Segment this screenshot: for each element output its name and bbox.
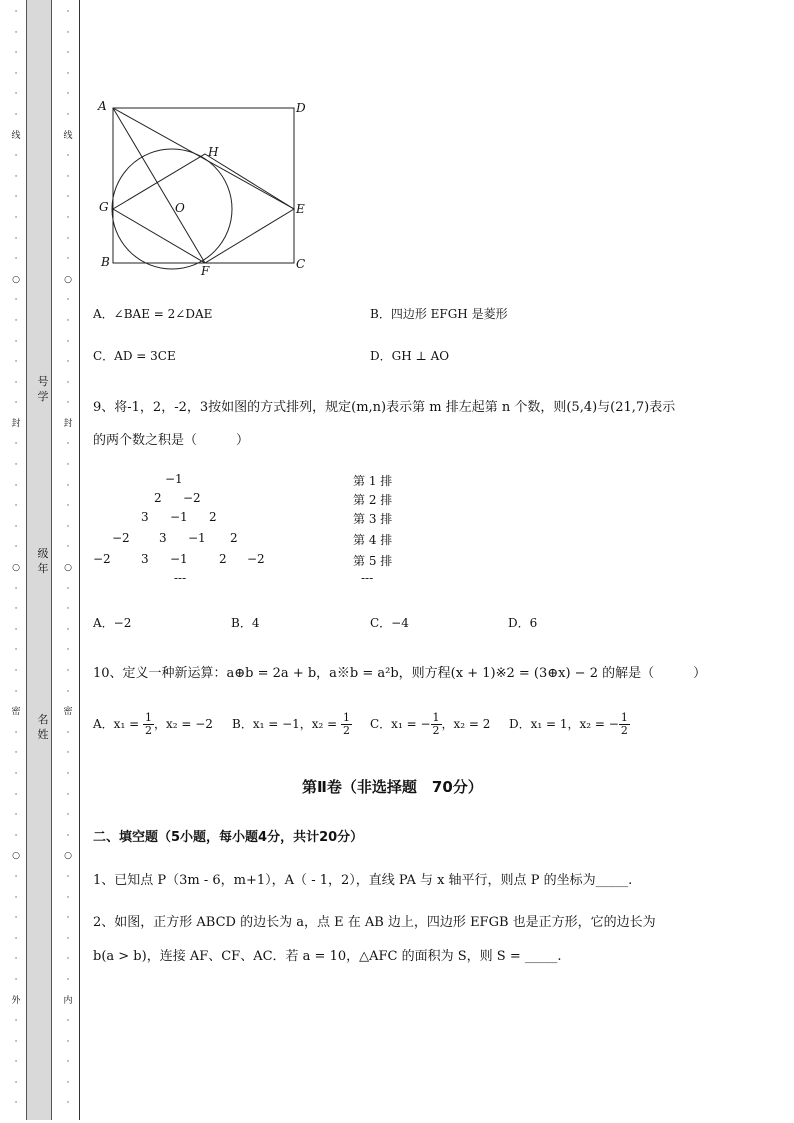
fill-q2-line1: 2、如图，正方形 ABCD 的边长为 a，点 E 在 AB 边上，四边形 EFGB 也是正方形，它的边长为: [93, 915, 656, 930]
circle-o: [112, 149, 232, 269]
quad-hegf: [113, 154, 294, 263]
q10-option-b[interactable]: B．x₁ = −1，x₂ = $\frac{1}{2}$: [232, 711, 351, 737]
tri-r5-c3: −1: [170, 552, 188, 566]
inner-label-mi: 密: [63, 707, 73, 718]
q10-stem: 10、定义一种新运算：a⊕b = 2a + b，a※b = a²b，则方程(x + 1)※2 = (3⊕x) − 2 的解是（ ）: [93, 666, 707, 681]
seal-label-mi: 密: [11, 707, 21, 718]
tri-r4-c4: 2: [230, 531, 238, 545]
q10-option-d[interactable]: D．x₁ = 1，x₂ = − $\frac{1}{2}$: [509, 711, 628, 737]
seal-label-xian: 线: [11, 130, 21, 141]
fill-q1: 1、已知点 P（3m - 6，m+1），A（ - 1，2），直线 PA 与 x 轴平行，则点 P 的坐标为_____.: [93, 873, 633, 888]
inner-label-xian: 线: [63, 130, 73, 141]
q8-option-d[interactable]: D．GH ⊥ AO: [370, 349, 450, 363]
tri-r5-c5: −2: [247, 552, 265, 566]
grade-label: 级 年: [37, 547, 49, 575]
point-h: H: [208, 145, 219, 159]
point-f: F: [201, 264, 210, 278]
fill-q2-line2: b(a > b)，连接 AF、CF、AC．若 a = 10，△AFC 的面积为 S，则 S = _____.: [93, 949, 562, 964]
point-o: O: [175, 201, 185, 215]
q9-option-a[interactable]: A．−2: [93, 616, 132, 630]
q9-stem-line2: 的两个数之积是（ ）: [93, 433, 250, 448]
row-label-3: 第 3 排: [353, 512, 393, 526]
tri-r3-c3: 2: [209, 510, 217, 524]
row-label-5: 第 5 排: [353, 554, 393, 568]
q9-option-d[interactable]: D．6: [508, 616, 538, 630]
tri-r4-c1: −2: [112, 531, 130, 545]
square-abcd: [113, 108, 294, 263]
q10-option-a[interactable]: A．x₁ = $\frac{1}{2}$ ，x₂ = −2: [93, 711, 213, 737]
frac-one-half-b: $\frac{1}{2}$: [343, 711, 351, 737]
frac-one-half: $\frac{1}{2}$: [144, 711, 152, 737]
point-c: C: [296, 257, 306, 271]
point-g: G: [99, 200, 109, 214]
q8-option-c[interactable]: C．AD = 3CE: [93, 349, 176, 363]
name-label: 名 姓: [37, 713, 49, 741]
outer-dot-column: · · · · · · 线 · · · · · · ○ · · · · · · 封 · · · · · · ○ · · · · · · 密 · · · · · · ○ · · · · · · 外 · · · · ·: [11, 7, 21, 1109]
tri-r3-c1: 3: [141, 510, 149, 524]
q9-option-b[interactable]: B．4: [231, 616, 260, 630]
inner-label-nei: 内: [63, 995, 73, 1006]
tri-r5-c1: −2: [93, 552, 111, 566]
seal-label-wai: 外: [11, 995, 21, 1006]
section-heading: 二、填空题（5小题，每小题4分，共计20分）: [93, 830, 364, 845]
tri-r3-c2: −1: [170, 510, 188, 524]
row-label-4: 第 4 排: [353, 533, 393, 547]
point-a: A: [98, 99, 107, 113]
tri-r5-c2: 3: [141, 552, 149, 566]
q9-option-c[interactable]: C．−4: [370, 616, 409, 630]
tri-r5-c4: 2: [219, 552, 227, 566]
inner-dot-column: · · · · · · 线 · · · · · · ○ · · · · · · 封 · · · · · · ○ · · · · · · 密 · · · · · · ○ · · · · · · 内 · · · · ·: [63, 7, 73, 1109]
row-label-1: 第 1 排: [353, 474, 393, 488]
inner-label-feng: 封: [63, 418, 73, 429]
section-title: 第Ⅱ卷（非选择题 70分）: [302, 778, 483, 796]
row-label-ellipsis: ---: [361, 571, 374, 585]
geometry-figure: [92, 96, 312, 278]
tri-ellipsis: ---: [174, 571, 187, 585]
q10-option-c[interactable]: C．x₁ = − $\frac{1}{2}$ ，x₂ = 2: [370, 711, 491, 737]
seal-label-feng: 封: [11, 418, 21, 429]
frac-one-half-d: $\frac{1}{2}$: [620, 711, 628, 737]
tri-r2-c2: −2: [183, 491, 201, 505]
frac-one-half-c: $\frac{1}{2}$: [432, 711, 440, 737]
inner-border-line: [79, 0, 80, 1120]
student-id-label: 号 学: [37, 375, 49, 403]
tri-r2-c1: 2: [154, 491, 162, 505]
tri-r4-c3: −1: [188, 531, 206, 545]
segment-af: [113, 108, 205, 263]
q9-stem-line1: 9、将-1，2，-2，3按如图的方式排列，规定(m,n)表示第 m 排左起第 n 个数，则(5,4)与(21,7)表示: [93, 400, 676, 415]
point-e: E: [296, 202, 305, 216]
point-b: B: [101, 255, 110, 269]
tri-r4-c2: 3: [159, 531, 167, 545]
point-d: D: [296, 101, 306, 115]
row-label-2: 第 2 排: [353, 493, 393, 507]
q8-option-b[interactable]: B．四边形 EFGH 是菱形: [370, 307, 508, 321]
q8-option-a[interactable]: A．∠BAE = 2∠DAE: [93, 307, 213, 321]
tri-r1-c1: −1: [165, 472, 183, 486]
